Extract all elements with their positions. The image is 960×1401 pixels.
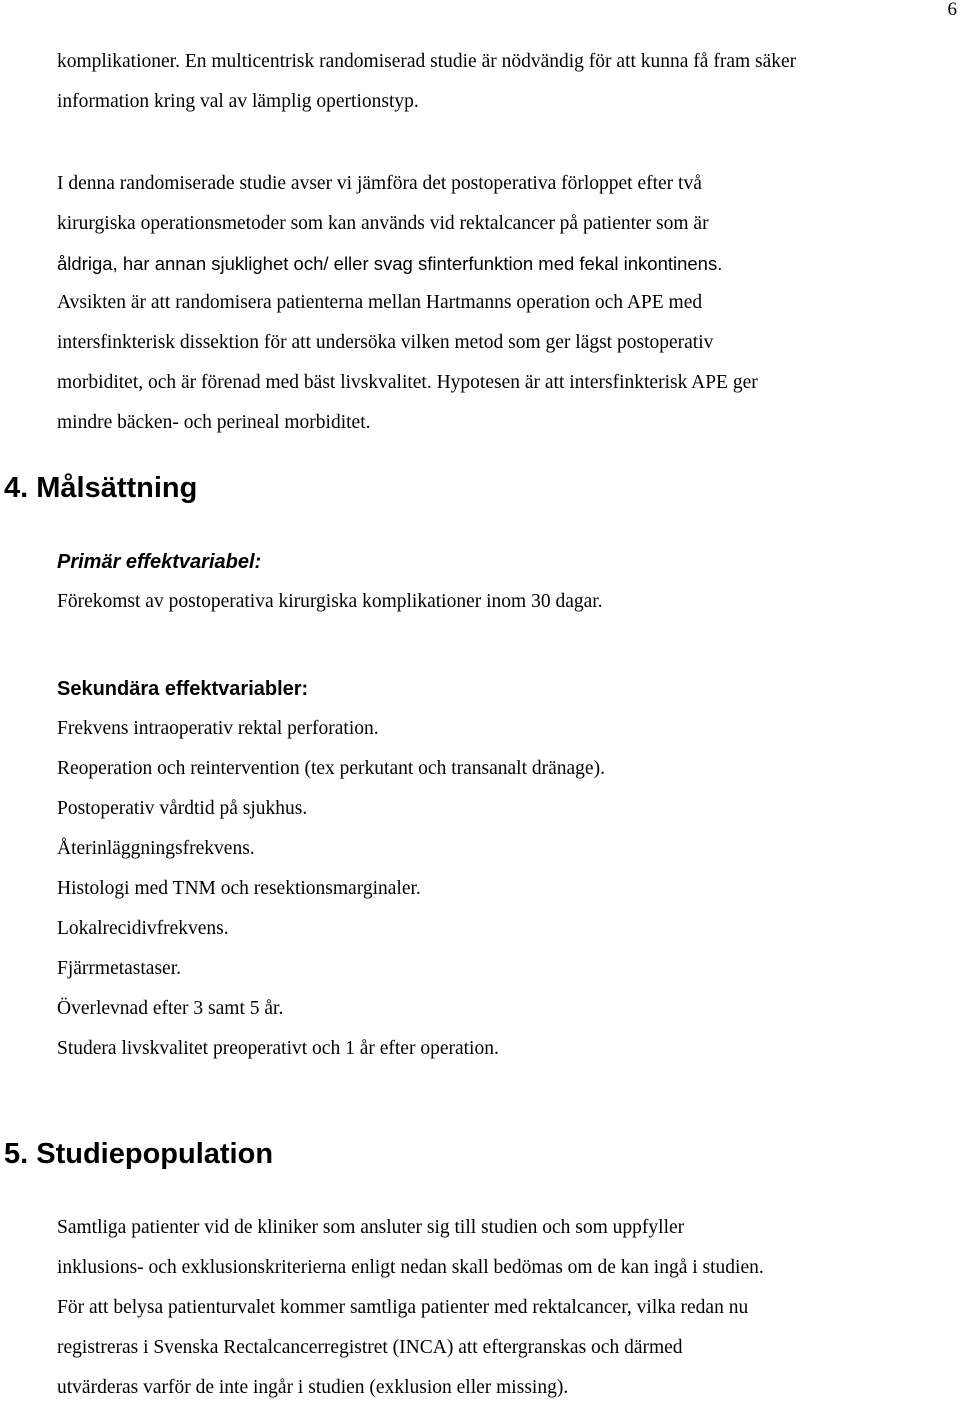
text-line: komplikationer. En multicentrisk randomiserad studie är nödvändig för att kunna få fram säker xyxy=(57,51,797,72)
section-heading-studiepopulation: 5. Studiepopulation xyxy=(4,1138,274,1170)
text-line: registreras i Svenska Rectalcancerregistret (INCA) att eftergranskas och därmed xyxy=(57,1337,683,1358)
text-line: inklusions- och exklusionskriterierna enligt nedan skall bedömas om de kan ingå i studien. xyxy=(57,1257,764,1278)
section-heading-malsattning: 4. Målsättning xyxy=(4,472,198,504)
text-line: Samtliga patienter vid de kliniker som ansluter sig till studien och som uppfyller xyxy=(57,1217,685,1238)
list-item: Frekvens intraoperativ rektal perforation. xyxy=(57,718,379,739)
list-item: Reoperation och reintervention (tex perkutant och transanalt dränage). xyxy=(57,758,605,779)
list-item: Postoperativ vårdtid på sjukhus. xyxy=(57,798,308,819)
text-line: intersfinkterisk dissektion för att undersöka vilken metod som ger lägst postoperativ xyxy=(57,332,714,353)
list-item: Överlevnad efter 3 samt 5 år. xyxy=(57,998,284,1019)
primary-variable-text: Förekomst av postoperativa kirurgiska komplikationer inom 30 dagar. xyxy=(57,591,603,612)
secondary-variables-heading: Sekundära effektvariabler: xyxy=(57,678,309,700)
list-item: Histologi med TNM och resektionsmarginaler. xyxy=(57,878,421,899)
text-line: Avsikten är att randomisera patienterna mellan Hartmanns operation och APE med xyxy=(57,292,703,313)
text-line: mindre bäcken- och perineal morbiditet. xyxy=(57,412,371,433)
text-line: utvärderas varför de inte ingår i studien (exklusion eller missing). xyxy=(57,1377,569,1398)
list-item: Lokalrecidivfrekvens. xyxy=(57,918,229,939)
text-line: kirurgiska operationsmetoder som kan används vid rektalcancer på patienter som är xyxy=(57,213,709,234)
text-line: information kring val av lämplig opertionstyp. xyxy=(57,91,419,112)
page-number: 6 xyxy=(947,0,957,20)
primary-variable-heading: Primär effektvariabel: xyxy=(57,551,262,573)
list-item: Studera livskvalitet preoperativt och 1 år efter operation. xyxy=(57,1038,499,1059)
text-line: åldriga, har annan sjuklighet och/ eller svag sfinterfunktion med fekal inkontinens. xyxy=(57,253,723,274)
text-line: morbiditet, och är förenad med bäst livskvalitet. Hypotesen är att intersfinkterisk APE ger xyxy=(57,372,758,393)
list-item: Fjärrmetastaser. xyxy=(57,958,181,979)
text-line: För att belysa patienturvalet kommer samtliga patienter med rektalcancer, vilka redan nu xyxy=(57,1297,749,1318)
list-item: Återinläggningsfrekvens. xyxy=(57,838,255,859)
text-line: I denna randomiserade studie avser vi jämföra det postoperativa förloppet efter två xyxy=(57,173,702,194)
